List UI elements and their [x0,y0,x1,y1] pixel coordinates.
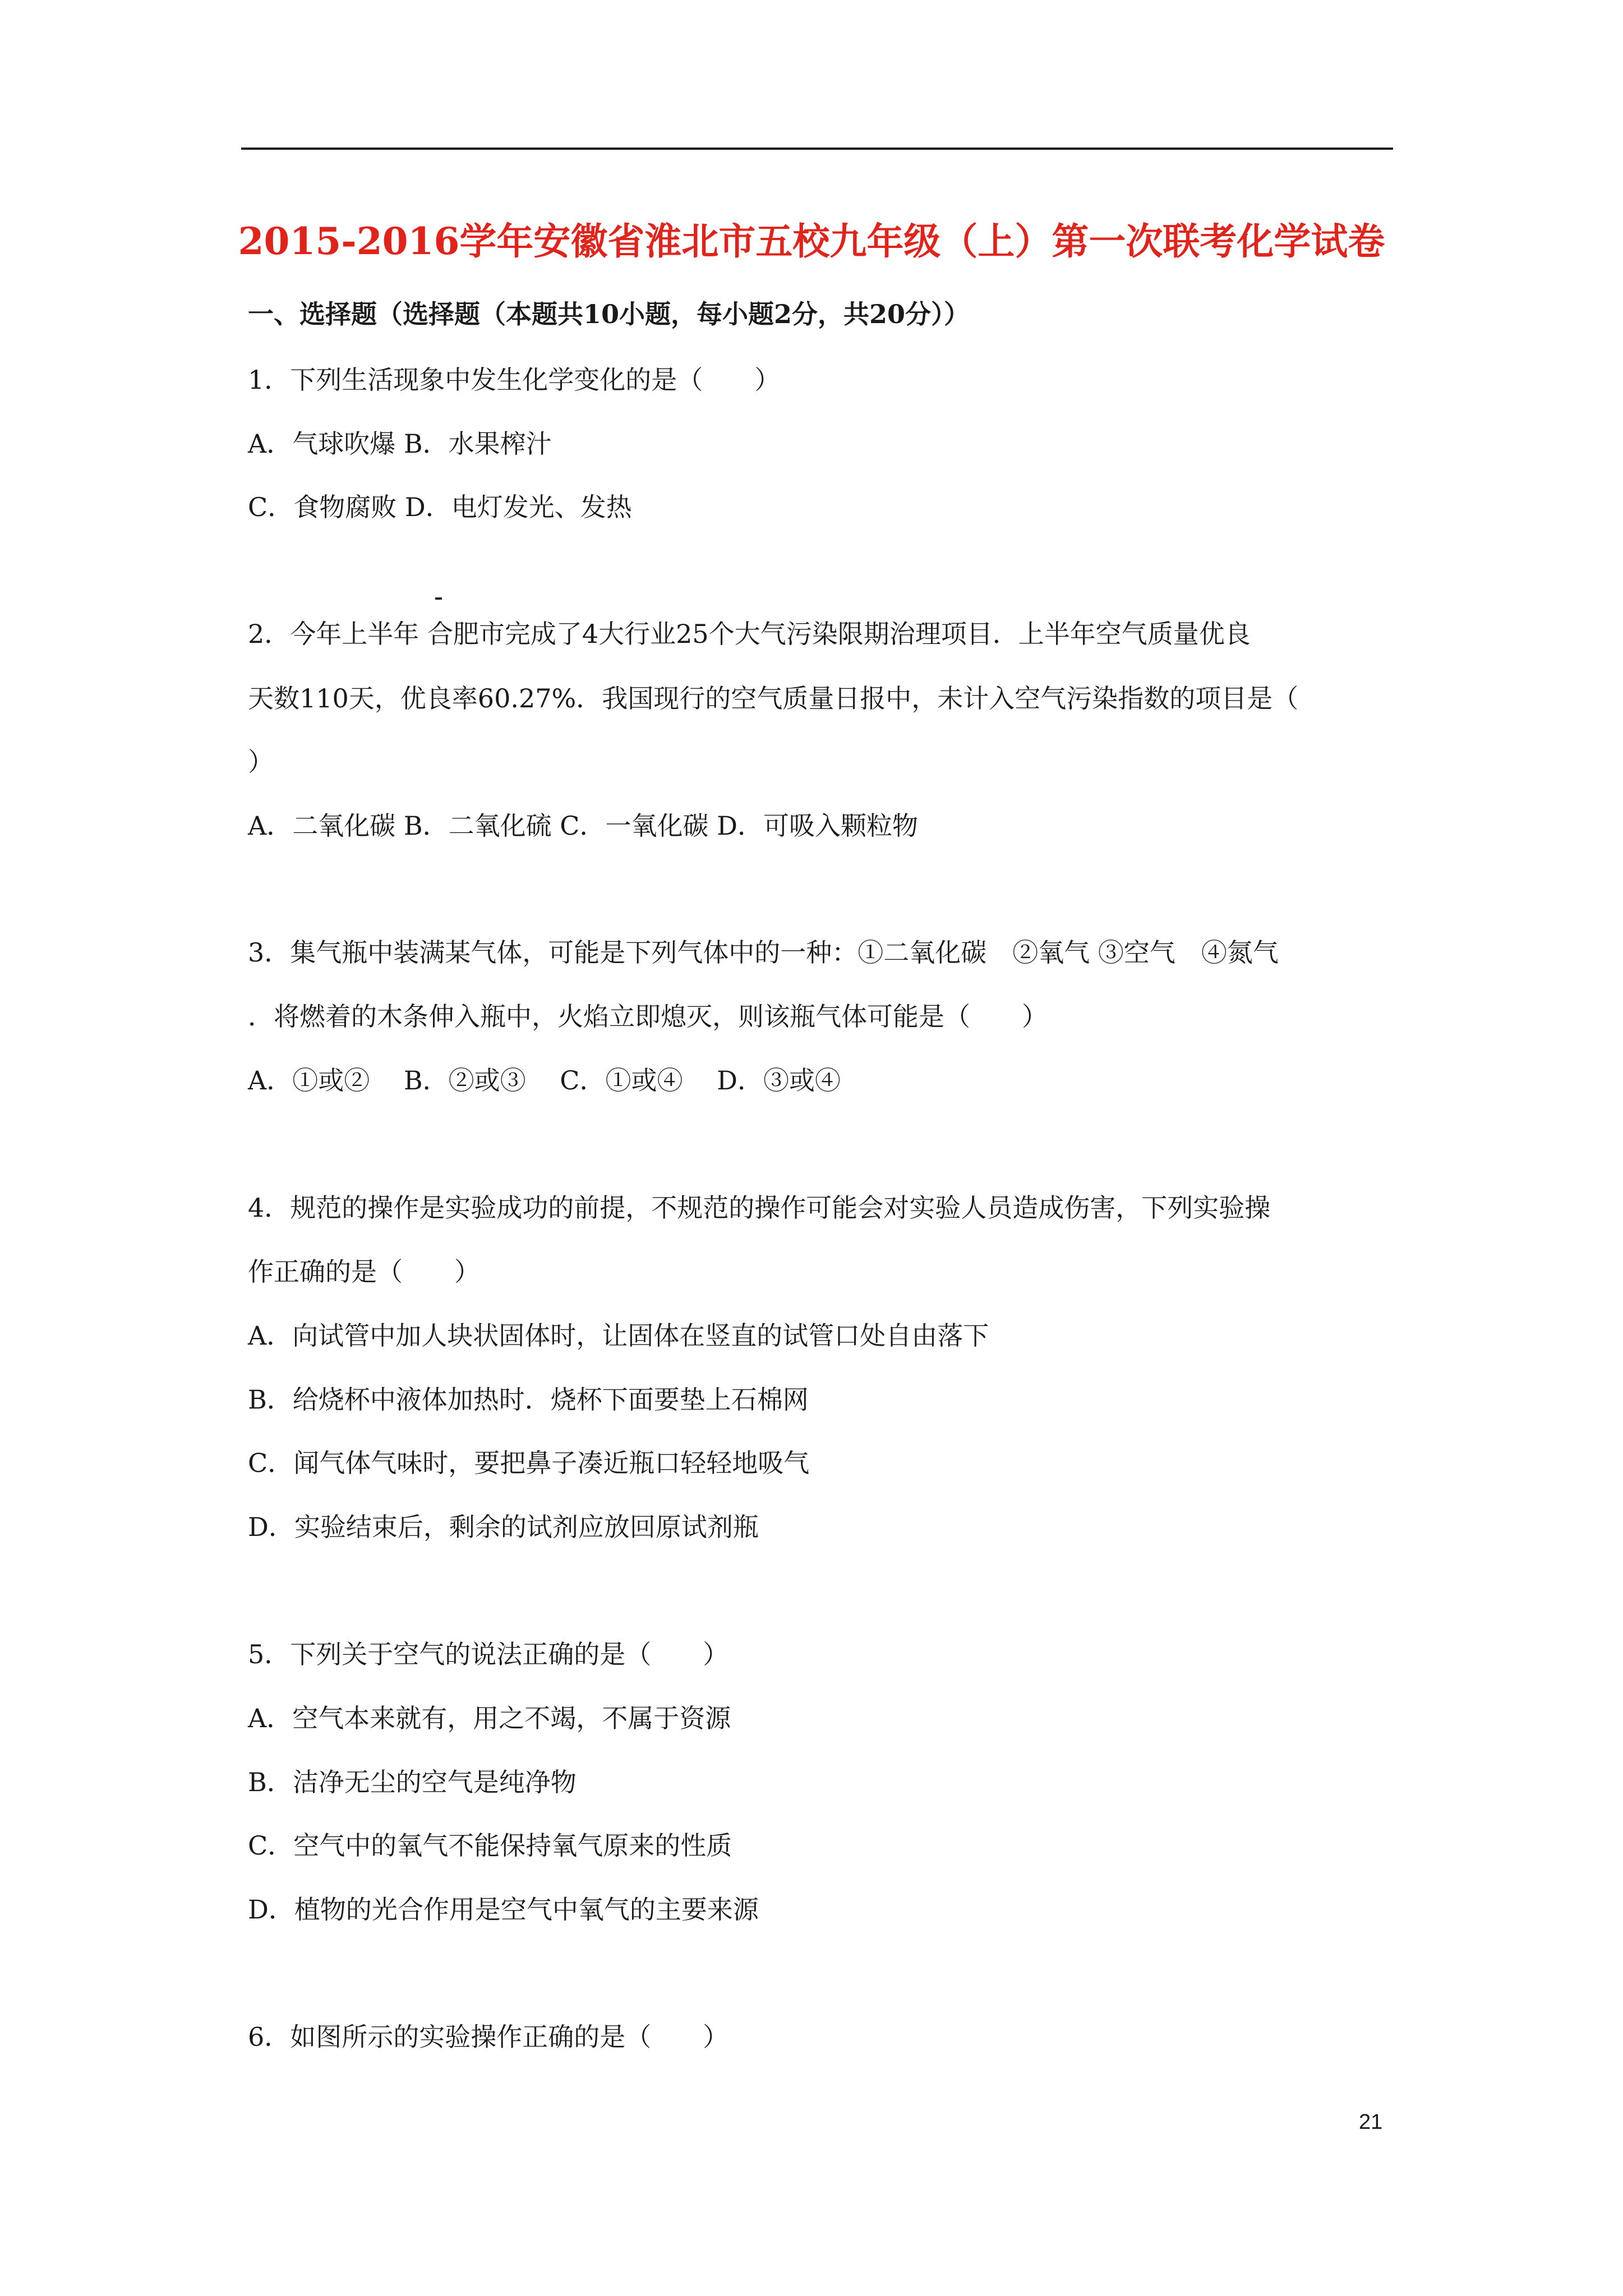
question-3-options: A．①或② B．②或③ C．①或④ D．③或④ [248,1065,841,1096]
question-4-stem-line-2: 作正确的是（ ） [248,1257,480,1287]
header-rule [241,148,1393,150]
question-3-stem-line-1: 3．集气瓶中装满某气体，可能是下列气体中的一种：①二氧化碳 ②氧气 ③空气 ④氮气 [248,937,1279,968]
question-5-option-a: A．空气本来就有，用之不竭，不属于资源 [248,1703,731,1733]
question-2-stem-line-1: 2．今年上半年 合肥市完成了4大行业25个大气污染限期治理项目．上半年空气质量优良 [248,619,1251,649]
question-2-stem-line-2: 天数110天，优良率60.27%．我国现行的空气质量日报中，未计入空气污染指数的项目是（ [248,683,1299,714]
question-6-stem: 6．如图所示的实验操作正确的是（ ） [248,2022,729,2052]
question-2-options: A．二氧化碳 B．二氧化硫 C．一氧化碳 D．可吸入颗粒物 [248,811,918,841]
question-3-stem-line-2: ．将燃着的木条伸入瓶中，火焰立即熄灭，则该瓶气体可能是（ ） [248,1001,1048,1032]
exam-title: 2015-2016学年安徽省淮北市五校九年级（上）第一次联考化学试卷 [238,219,1385,263]
page-number: 21 [1359,2110,1383,2134]
question-4-option-c: C．闻气体气味时，要把鼻子凑近瓶口轻轻地吸气 [248,1448,810,1478]
stray-dash-mark [435,597,442,600]
question-4-option-a: A．向试管中加人块状固体时，让固体在竖直的试管口处自由落下 [248,1320,989,1351]
question-5-option-c: C．空气中的氧气不能保持氧气原来的性质 [248,1830,732,1861]
question-1-options-cd: C．食物腐败 D．电灯发光、发热 [248,492,632,522]
question-5-option-b: B．洁净无尘的空气是纯净物 [248,1767,577,1797]
question-2-stem-line-3: ） [248,747,274,777]
question-4-stem-line-1: 4．规范的操作是实验成功的前提，不规范的操作可能会对实验人员造成伤害，下列实验操 [248,1193,1271,1223]
question-5-stem: 5．下列关于空气的说法正确的是（ ） [248,1639,729,1669]
section-heading: 一、选择题（选择题（本题共10小题，每小题2分，共20分）） [248,299,970,329]
question-4-option-d: D．实验结束后，剩余的试剂应放回原试剂瓶 [248,1512,759,1542]
question-4-option-b: B．给烧杯中液体加热时．烧杯下面要垫上石棉网 [248,1384,809,1415]
question-1-stem: 1．下列生活现象中发生化学变化的是（ ） [248,365,781,395]
question-5-option-d: D．植物的光合作用是空气中氧气的主要来源 [248,1894,759,1925]
question-1-options-ab: A．气球吹爆 B．水果榨汁 [248,429,552,459]
